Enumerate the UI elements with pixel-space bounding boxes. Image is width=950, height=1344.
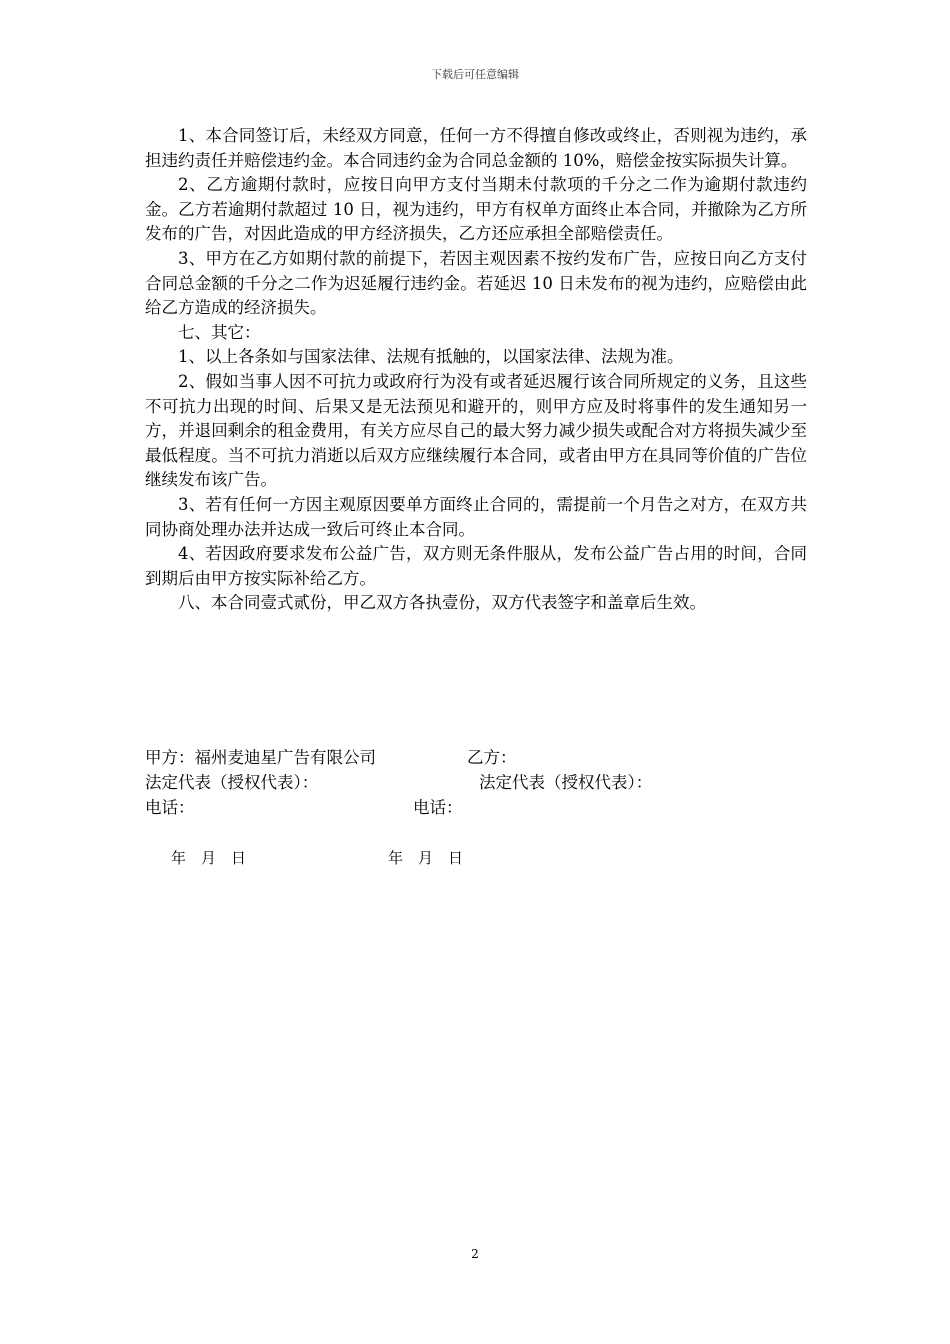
clause-paragraph: 2、假如当事人因不可抗力或政府行为没有或者延迟履行该合同所规定的义务，且这些不可抗力出现的时间、后果又是无法预见和避开的，则甲方应及时将事件的发生通知另一方，并退回剩余的租金费用，有关方应尽自己的最大努力减少损失或配合对方将损失减少至最低程度。当不可抗力消逝以后双方应继续履行本合同，或者由甲方在具同等价值的广告位继续发布该广告。 xyxy=(145,371,807,490)
clause-paragraph: 4、若因政府要求发布公益广告，双方则无条件服从，发布公益广告占用的时间，合同到期后由甲方按实际补给乙方。 xyxy=(145,544,807,588)
party-a-representative: 法定代表（授权代表）： xyxy=(145,773,319,792)
clause-paragraph: 2、乙方逾期付款时，应按日向甲方支付当期未付款项的千分之二作为逾期付款违约金。乙方若逾期付款超过 10 日，视为违约，甲方有权单方面终止本合同，并撤除为乙方所发布的广告，对因此造成的甲方经济损失，乙方还应承担全部赔偿责任。 xyxy=(145,175,807,244)
party-b-name: 乙方： xyxy=(467,748,517,767)
party-b-phone: 电话： xyxy=(413,798,463,817)
clause-paragraph: 3、甲方在乙方如期付款的前提下，若因主观因素不按约发布广告，应按日向乙方支付合同总金额的千分之二作为迟延履行违约金。若延迟 10 日未发布的视为违约，应赔偿由此给乙方造成的经济损失。 xyxy=(145,248,807,318)
party-a-date: 年 月 日 xyxy=(171,849,247,867)
party-b-date: 年 月 日 xyxy=(388,849,464,867)
clause-paragraph: 1、以上各条如与国家法律、法规有抵触的，以国家法律、法规为准。 xyxy=(178,347,684,367)
contract-body xyxy=(145,124,807,616)
party-a-name: 甲方：福州麦迪星广告有限公司 xyxy=(145,748,376,767)
section-heading: 七、其它： xyxy=(178,322,261,342)
clause-paragraph: 3、若有任何一方因主观原因要单方面终止合同的，需提前一个月告之对方，在双方共同协商处理办法并达成一致后可终止本合同。 xyxy=(145,494,807,539)
party-a-phone: 电话： xyxy=(145,798,195,817)
clause-paragraph: 八、本合同壹式贰份，甲乙双方各执壹份，双方代表签字和盖章后生效。 xyxy=(178,593,706,613)
party-b-representative: 法定代表（授权代表）： xyxy=(479,773,653,792)
page-number: 2 xyxy=(471,1247,479,1261)
header-note: 下载后可任意编辑 xyxy=(431,68,519,81)
clause-paragraph: 1、本合同签订后，未经双方同意，任何一方不得擅自修改或终止，否则视为违约，承担违约责任并赔偿违约金。本合同违约金为合同总金额的 10%，赔偿金按实际损失计算。 xyxy=(145,126,807,170)
